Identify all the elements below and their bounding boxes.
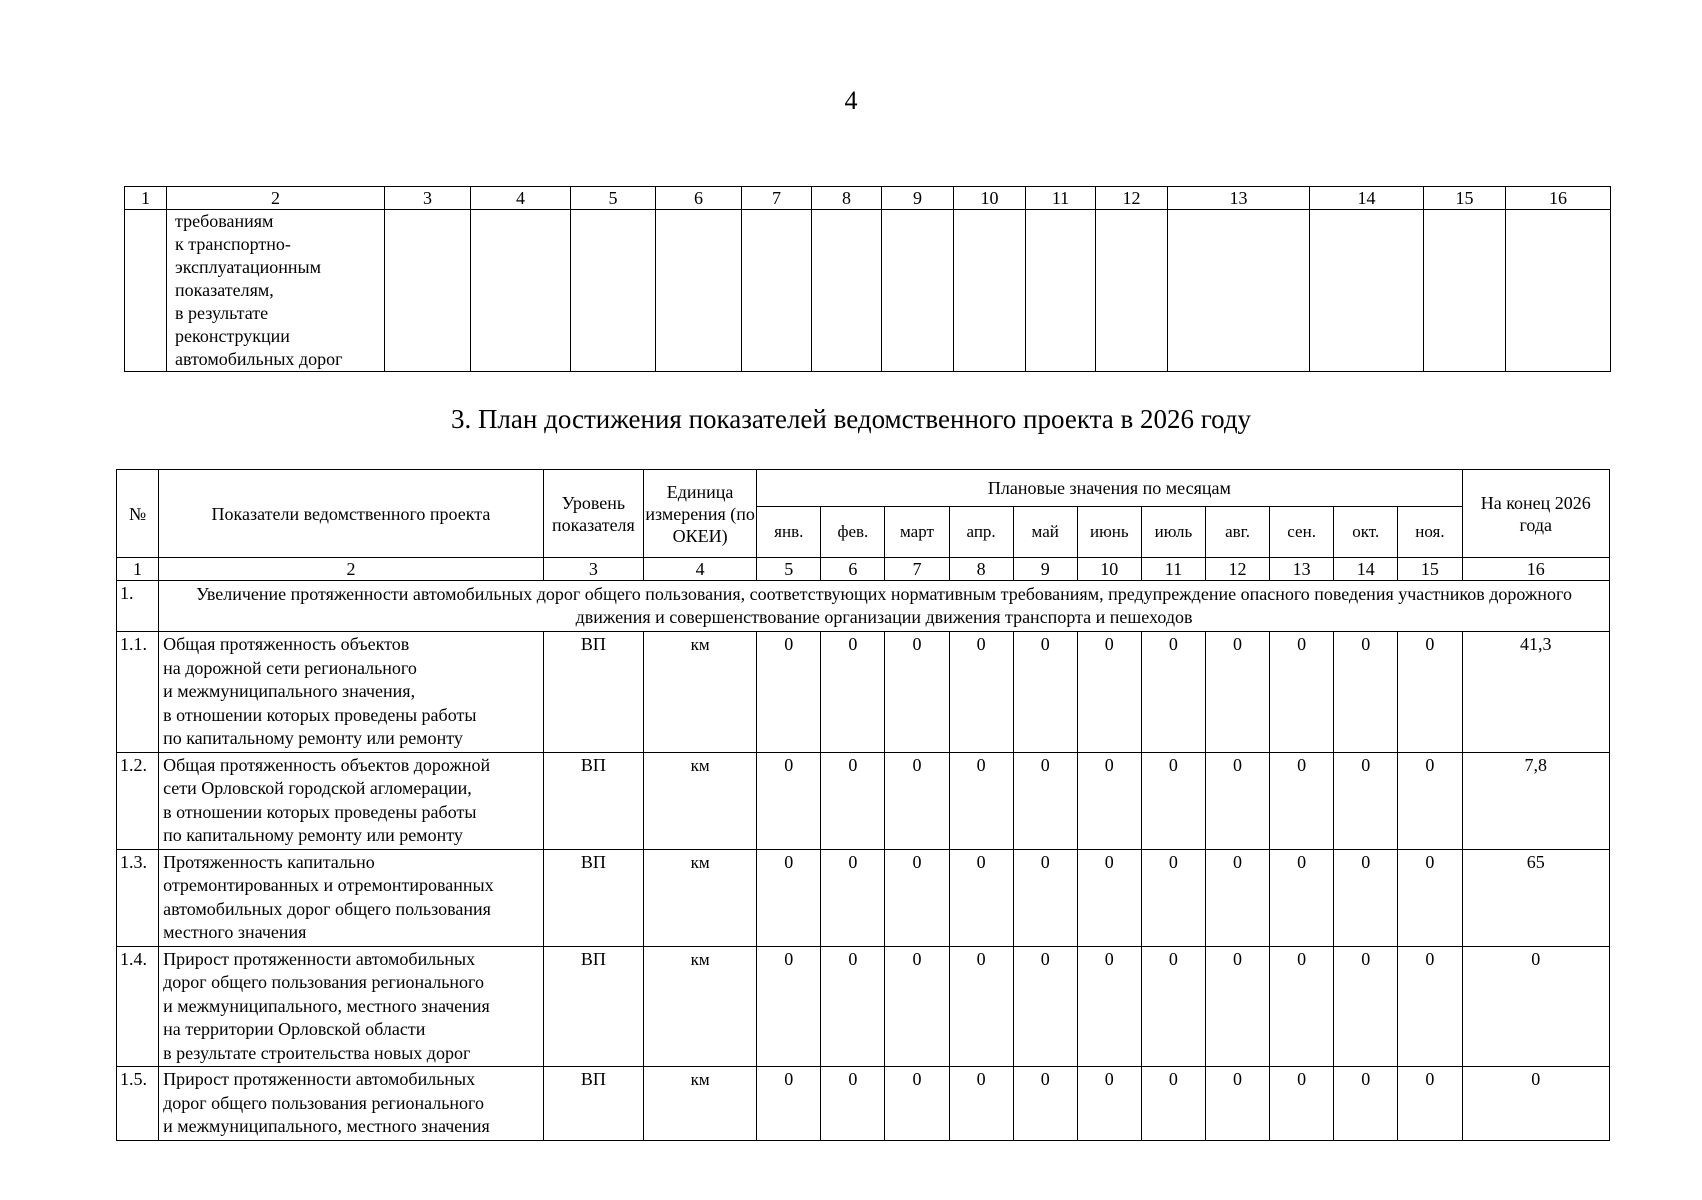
row-unit: км	[644, 1067, 757, 1141]
continuation-indicator-line: показателям,	[175, 280, 274, 300]
row-indicator-line: и межмуниципального, местного значения	[163, 1116, 490, 1136]
row-monthly-value: 0	[1398, 752, 1462, 849]
row-level: ВП	[543, 632, 643, 753]
continuation-column-number: 6	[656, 187, 742, 210]
row-monthly-value: 0	[1077, 752, 1141, 849]
row-monthly-value: 0	[1334, 1067, 1398, 1141]
cont-cell-12	[1096, 210, 1168, 372]
row-monthly-value: 0	[757, 946, 821, 1067]
row-monthly-value: 0	[885, 946, 949, 1067]
row-monthly-value: 0	[1013, 632, 1077, 753]
month-header: окт.	[1334, 507, 1398, 558]
plan-column-number: 10	[1077, 558, 1141, 581]
month-header: фев.	[821, 507, 885, 558]
row-unit: км	[644, 849, 757, 946]
row-monthly-value: 0	[1141, 946, 1205, 1067]
row-monthly-value: 0	[1013, 946, 1077, 1067]
row-monthly-value: 0	[949, 946, 1013, 1067]
row-monthly-value: 0	[1205, 1067, 1269, 1141]
plan-rows	[117, 632, 1610, 1141]
section-text: Увеличение протяженности автомобильных дорог общего пользования, соответствующих нормативным требованиям, предупреждение опасного поведения участников дорожного движения и совершенствование организации движения транспорта и пешеходов	[159, 581, 1610, 632]
row-monthly-value: 0	[1141, 632, 1205, 753]
continuation-indicator-line: к транспортно-	[175, 234, 291, 254]
header-unit: Единица измерения (по ОКЕИ)	[644, 470, 757, 558]
row-indicator-line: дорог общего пользования регионального	[163, 1092, 484, 1113]
row-number: 1.4.	[117, 946, 159, 1067]
month-header: янв.	[757, 507, 821, 558]
row-level: ВП	[543, 752, 643, 849]
row-monthly-value: 0	[885, 752, 949, 849]
row-unit: км	[644, 632, 757, 753]
row-unit: км	[644, 752, 757, 849]
continuation-indicator-line: реконструкции	[175, 326, 290, 346]
row-monthly-value: 0	[1270, 849, 1334, 946]
cont-cell-8	[812, 210, 882, 372]
row-monthly-value: 0	[949, 1067, 1013, 1141]
row-indicator-name	[159, 1067, 544, 1141]
cont-cell-1	[125, 210, 167, 372]
month-header: июль	[1141, 507, 1205, 558]
row-monthly-value: 0	[885, 1067, 949, 1141]
cont-cell-15	[1424, 210, 1506, 372]
row-monthly-value: 0	[1013, 849, 1077, 946]
plan-column-number: 8	[949, 558, 1013, 581]
continuation-indicator-line: эксплуатационным	[175, 257, 322, 277]
continuation-column-number: 1	[125, 187, 167, 210]
row-monthly-value: 0	[757, 1067, 821, 1141]
row-monthly-value: 0	[1077, 632, 1141, 753]
continuation-column-number: 14	[1310, 187, 1424, 210]
row-level: ВП	[543, 849, 643, 946]
continuation-table	[124, 186, 1611, 372]
row-monthly-value: 0	[885, 632, 949, 753]
row-number: 1.5.	[117, 1067, 159, 1141]
row-monthly-value: 0	[1334, 849, 1398, 946]
plan-column-numbers-row	[117, 558, 1610, 581]
row-level: ВП	[543, 1067, 643, 1141]
section-number: 1.	[117, 581, 159, 632]
plan-column-number: 2	[159, 558, 544, 581]
month-header: апр.	[949, 507, 1013, 558]
row-level: ВП	[543, 946, 643, 1067]
continuation-column-number: 16	[1506, 187, 1611, 210]
header-end-of-year: На конец 2026 года	[1462, 470, 1609, 558]
continuation-indicator-line: автомобильных дорог	[175, 349, 343, 369]
row-monthly-value: 0	[1077, 849, 1141, 946]
month-header: авг.	[1205, 507, 1269, 558]
table-row	[117, 1067, 1610, 1141]
row-end-of-year: 41,3	[1462, 632, 1609, 753]
continuation-indicator-line: требованиям	[175, 211, 274, 231]
row-monthly-value: 0	[1334, 632, 1398, 753]
continuation-column-number: 7	[742, 187, 812, 210]
row-monthly-value: 0	[1141, 849, 1205, 946]
header-number: №	[117, 470, 159, 558]
plan-section-row	[117, 581, 1610, 632]
plan-column-number: 1	[117, 558, 159, 581]
row-indicator-line: по капитальному ремонту или ремонту	[163, 728, 463, 748]
plan-column-number: 16	[1462, 558, 1609, 581]
month-header: март	[885, 507, 949, 558]
table-row	[117, 946, 1610, 1067]
row-indicator-line: на территории Орловской области	[163, 1019, 426, 1039]
row-monthly-value: 0	[821, 752, 885, 849]
row-end-of-year: 7,8	[1462, 752, 1609, 849]
cont-cell-4	[471, 210, 571, 372]
row-indicator-line: местного значения	[163, 922, 307, 942]
continuation-column-number: 10	[954, 187, 1026, 210]
row-monthly-value: 0	[949, 849, 1013, 946]
continuation-column-number: 9	[882, 187, 954, 210]
row-indicator-line: отремонтированных и отремонтированных	[163, 875, 494, 895]
row-monthly-value: 0	[821, 632, 885, 753]
row-monthly-value: 0	[757, 632, 821, 753]
row-indicator-line: по капитальному ремонту или ремонту	[163, 825, 463, 845]
row-end-of-year: 65	[1462, 849, 1609, 946]
cont-cell-6	[656, 210, 742, 372]
section-title: 3. План достижения показателей ведомственного проекта в 2026 году	[450, 404, 1252, 434]
plan-header-row-1	[117, 470, 1610, 507]
row-monthly-value: 0	[1013, 1067, 1077, 1141]
row-end-of-year: 0	[1462, 946, 1609, 1067]
page-number: 4	[844, 86, 858, 115]
table-row	[117, 632, 1610, 753]
row-indicator-line: Общая протяженность объектов дорожной	[163, 754, 491, 775]
row-monthly-value: 0	[821, 946, 885, 1067]
row-monthly-value: 0	[1205, 752, 1269, 849]
plan-column-number: 3	[543, 558, 643, 581]
plan-column-number: 14	[1334, 558, 1398, 581]
continuation-column-number: 12	[1096, 187, 1168, 210]
continuation-column-number: 11	[1026, 187, 1096, 210]
row-unit: км	[644, 946, 757, 1067]
row-indicator-line: Прирост протяженности автомобильных	[163, 948, 476, 969]
plan-column-number: 12	[1205, 558, 1269, 581]
row-monthly-value: 0	[949, 752, 1013, 849]
row-indicator-line: дорог общего пользования регионального	[163, 972, 484, 992]
row-end-of-year: 0	[1462, 1067, 1609, 1141]
month-header: сен.	[1270, 507, 1334, 558]
row-indicator-line: Прирост протяженности автомобильных	[163, 1069, 476, 1089]
row-monthly-value: 0	[885, 849, 949, 946]
header-indicator: Показатели ведомственного проекта	[159, 470, 544, 558]
plan-column-number: 7	[885, 558, 949, 581]
plan-column-number: 13	[1270, 558, 1334, 581]
row-monthly-value: 0	[1270, 946, 1334, 1067]
continuation-column-number: 4	[471, 187, 571, 210]
plan-column-number: 11	[1141, 558, 1205, 581]
continuation-column-number: 8	[812, 187, 882, 210]
row-indicator-name	[159, 752, 544, 849]
row-monthly-value: 0	[1205, 632, 1269, 753]
row-monthly-value: 0	[1270, 632, 1334, 753]
row-indicator-line: на дорожной сети регионального	[163, 657, 417, 678]
row-indicator-line: автомобильных дорог общего пользования	[163, 898, 491, 919]
continuation-body-row	[125, 210, 1611, 372]
row-indicator-line: Протяженность капитально	[163, 851, 375, 872]
plan-column-number: 4	[644, 558, 757, 581]
row-monthly-value: 0	[757, 849, 821, 946]
continuation-column-number: 5	[571, 187, 656, 210]
plan-column-number: 15	[1398, 558, 1462, 581]
row-monthly-value: 0	[821, 849, 885, 946]
row-indicator-line: и межмуниципального, местного значения	[163, 995, 490, 1016]
row-monthly-value: 0	[949, 632, 1013, 753]
row-monthly-value: 0	[1141, 752, 1205, 849]
row-monthly-value: 0	[757, 752, 821, 849]
row-monthly-value: 0	[1398, 849, 1462, 946]
row-indicator-line: Общая протяженность объектов	[163, 634, 410, 654]
row-monthly-value: 0	[1205, 946, 1269, 1067]
row-monthly-value: 0	[821, 1067, 885, 1141]
row-number: 1.1.	[117, 632, 159, 753]
header-monthly: Плановые значения по месяцам	[757, 470, 1462, 507]
row-monthly-value: 0	[1398, 946, 1462, 1067]
continuation-column-number: 2	[167, 187, 385, 210]
continuation-column-number: 13	[1168, 187, 1310, 210]
row-monthly-value: 0	[1013, 752, 1077, 849]
row-monthly-value: 0	[1077, 946, 1141, 1067]
table-row	[117, 752, 1610, 849]
row-monthly-value: 0	[1398, 1067, 1462, 1141]
row-indicator-line: сети Орловской городской агломерации,	[163, 778, 472, 798]
row-monthly-value: 0	[1270, 1067, 1334, 1141]
row-monthly-value: 0	[1141, 1067, 1205, 1141]
month-header: май	[1013, 507, 1077, 558]
row-monthly-value: 0	[1334, 752, 1398, 849]
month-header: июнь	[1077, 507, 1141, 558]
plan-column-number: 9	[1013, 558, 1077, 581]
continuation-column-number: 15	[1424, 187, 1506, 210]
continuation-indicator-cell	[167, 210, 385, 372]
header-level: Уровень показателя	[543, 470, 643, 558]
continuation-column-number: 3	[385, 187, 471, 210]
row-monthly-value: 0	[1398, 632, 1462, 753]
month-header: ноя.	[1398, 507, 1462, 558]
table-row	[117, 849, 1610, 946]
row-indicator-line: в отношении которых проведены работы	[163, 704, 477, 725]
row-number: 1.2.	[117, 752, 159, 849]
cont-cell-11	[1026, 210, 1096, 372]
row-indicator-line: в отношении которых проведены работы	[163, 801, 477, 822]
cont-cell-14	[1310, 210, 1424, 372]
row-indicator-line: и межмуниципального значения,	[163, 681, 416, 701]
row-indicator-line: в результате строительства новых дорог	[163, 1042, 471, 1063]
cont-cell-3	[385, 210, 471, 372]
plan-column-number: 5	[757, 558, 821, 581]
row-number: 1.3.	[117, 849, 159, 946]
continuation-indicator-line: в результате	[175, 303, 269, 323]
row-indicator-name	[159, 632, 544, 753]
row-monthly-value: 0	[1077, 1067, 1141, 1141]
row-indicator-name	[159, 849, 544, 946]
cont-cell-10	[954, 210, 1026, 372]
continuation-header-row	[125, 187, 1611, 210]
row-monthly-value: 0	[1334, 946, 1398, 1067]
cont-cell-5	[571, 210, 656, 372]
plan-column-number: 6	[821, 558, 885, 581]
cont-cell-7	[742, 210, 812, 372]
row-monthly-value: 0	[1270, 752, 1334, 849]
row-monthly-value: 0	[1205, 849, 1269, 946]
row-indicator-name	[159, 946, 544, 1067]
cont-cell-13	[1168, 210, 1310, 372]
cont-cell-9	[882, 210, 954, 372]
plan-table	[116, 469, 1610, 1141]
cont-cell-16	[1506, 210, 1611, 372]
